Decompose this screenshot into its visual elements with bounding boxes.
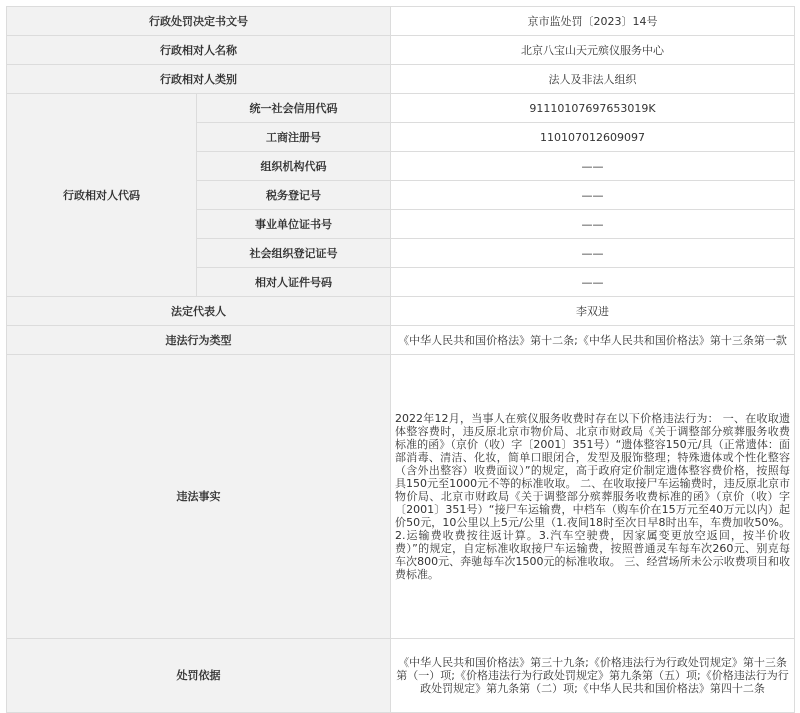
label-decision-number: 行政处罚决定书文号 (7, 7, 391, 36)
row-party-name (7, 36, 795, 65)
label-social-organization: 社会组织登记证号 (197, 239, 391, 268)
row-violation-facts (7, 355, 795, 639)
label-penalty-basis: 处罚依据 (7, 639, 391, 713)
row-uscc (7, 94, 795, 123)
label-party-type: 行政相对人类别 (7, 65, 391, 94)
label-tax-registration: 税务登记号 (197, 181, 391, 210)
label-uscc: 统一社会信用代码 (197, 94, 391, 123)
row-penalty-basis (7, 639, 795, 713)
value-decision-number: 京市监处罚〔2023〕14号 (391, 7, 795, 36)
value-id-number: —— (391, 268, 795, 297)
label-legal-representative: 法定代表人 (7, 297, 391, 326)
label-business-registration: 工商注册号 (197, 123, 391, 152)
value-party-name: 北京八宝山天元殡仪服务中心 (391, 36, 795, 65)
value-business-registration: 110107012609097 (391, 123, 795, 152)
label-public-institution: 事业单位证书号 (197, 210, 391, 239)
value-legal-representative: 李双进 (391, 297, 795, 326)
value-organization-code: —— (391, 152, 795, 181)
row-decision-number (7, 7, 795, 36)
value-tax-registration: —— (391, 181, 795, 210)
label-party-code: 行政相对人代码 (7, 94, 197, 297)
value-public-institution: —— (391, 210, 795, 239)
value-social-organization: —— (391, 239, 795, 268)
label-organization-code: 组织机构代码 (197, 152, 391, 181)
value-penalty-basis: 《中华人民共和国价格法》第三十九条;《价格违法行为行政处罚规定》第十三条第（一）项;《价格违法行为行政处罚规定》第九条第（五）项;《价格违法行为行政处罚规定》第九条第（二）项;《中华人民共和国价格法》第四十二条 (391, 639, 795, 713)
value-party-type: 法人及非法人组织 (391, 65, 795, 94)
penalty-record-table (6, 6, 795, 713)
label-party-name: 行政相对人名称 (7, 36, 391, 65)
value-violation-facts: 2022年12月，当事人在殡仪服务收费时存在以下价格违法行为： 一、在收取遗体整容费时，违反原北京市物价局、北京市财政局《关于调整部分殡葬服务收费标准的函》（京价（收）字〔2001〕351号）“遗体整容150元/具（正常遗体：面部消毒、清洁、化妆，简单口眼闭合，发型及服饰整理；特殊遗体或个性化整容（含外出整容）收费面议）”的规定，高于政府定价制定遗体整容费价格，按照每具150元至1000元不等的标准收取。 二、在收取接尸车运输费时，违反原北京市物价局、北京市财政局《关于调整部分殡葬服务收费标准的函》（京价（收）字〔2001〕351号）“接尸车运输费，中档车（购车价在15万元至40万元以内）起价50元，10公里以上5元/公里（1.夜间18时至次日早8时出车，车费加收50%。2.运输费收费按往返计算。3.汽车空驶费，因家属变更放空返回，按半价收费）”的规定，自定标准收取接尸车运输费，按照普通灵车每车次260元、别克每车次800元、奔驰每车次1500元的标准收取。 三、经营场所未公示收费项目和收费标准。 (391, 355, 795, 639)
label-violation-facts: 违法事实 (7, 355, 391, 639)
label-id-number: 相对人证件号码 (197, 268, 391, 297)
row-legal-representative (7, 297, 795, 326)
value-violation-type: 《中华人民共和国价格法》第十二条;《中华人民共和国价格法》第十三条第一款 (391, 326, 795, 355)
label-violation-type: 违法行为类型 (7, 326, 391, 355)
value-uscc: 91110107697653019K (391, 94, 795, 123)
row-violation-type (7, 326, 795, 355)
row-party-type (7, 65, 795, 94)
